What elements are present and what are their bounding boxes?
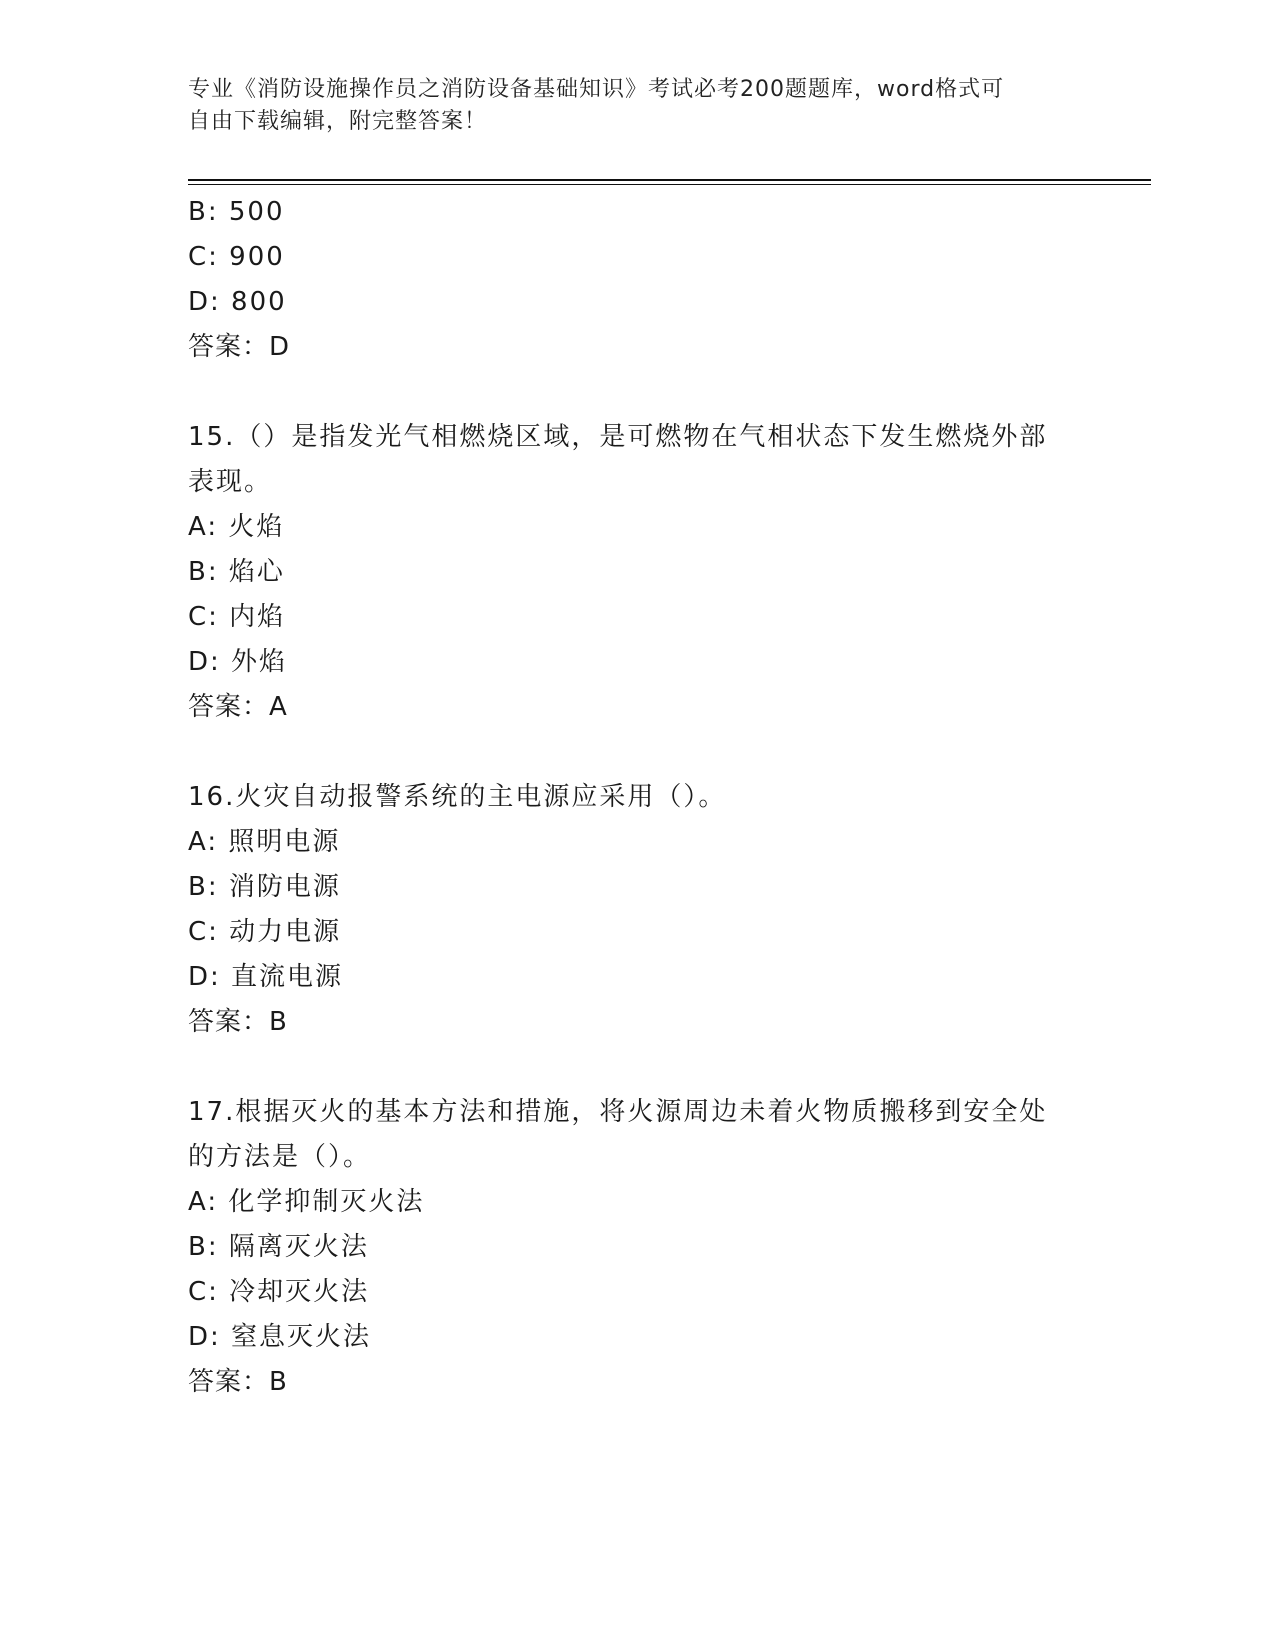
question-15 — [188, 415, 1088, 730]
option-b: B: 焰心 — [188, 557, 285, 587]
question-text-line: 16.火灾自动报警系统的主电源应采用（）。 — [188, 782, 727, 812]
option-d: D: 外焰 — [188, 647, 288, 677]
answer-line: 答案：B — [188, 1007, 288, 1037]
option-a: A: 照明电源 — [188, 827, 341, 857]
header-line-2: 自由下载编辑，附完整答案！ — [188, 109, 488, 134]
option-d: D: 800 — [188, 287, 287, 317]
question-list — [188, 190, 1088, 1405]
answer-line: 答案：B — [188, 1367, 288, 1397]
option-d: D: 窒息灭火法 — [188, 1322, 372, 1352]
header-divider-thick — [188, 179, 1151, 181]
carryover-question — [188, 190, 1088, 370]
answer-line: 答案：A — [188, 692, 288, 722]
option-c: C: 900 — [188, 242, 285, 272]
question-text-line: 表现。 — [188, 467, 273, 497]
option-c: C: 冷却灭火法 — [188, 1277, 370, 1307]
question-text-line: 的方法是（）。 — [188, 1142, 372, 1172]
option-b: B: 消防电源 — [188, 872, 341, 902]
question-16 — [188, 775, 1088, 1045]
option-b: B: 隔离灭火法 — [188, 1232, 369, 1262]
document-header — [188, 74, 1088, 138]
option-b: B: 500 — [188, 197, 285, 227]
question-text-line: 17.根据灭火的基本方法和措施，将火源周边未着火物质搬移到安全处 — [188, 1097, 1048, 1127]
option-c: C: 动力电源 — [188, 917, 342, 947]
header-line-1: 专业《消防设施操作员之消防设备基础知识》考试必考200题题库，word格式可 — [188, 77, 1005, 102]
question-17 — [188, 1090, 1088, 1405]
option-d: D: 直流电源 — [188, 962, 344, 992]
header-divider-thin — [188, 184, 1151, 185]
question-text-line: 15.（）是指发光气相燃烧区域，是可燃物在气相状态下发生燃烧外部 — [188, 422, 1048, 452]
answer-line: 答案：D — [188, 332, 291, 362]
option-c: C: 内焰 — [188, 602, 286, 632]
option-a: A: 火焰 — [188, 512, 285, 542]
option-a: A: 化学抑制灭火法 — [188, 1187, 425, 1217]
